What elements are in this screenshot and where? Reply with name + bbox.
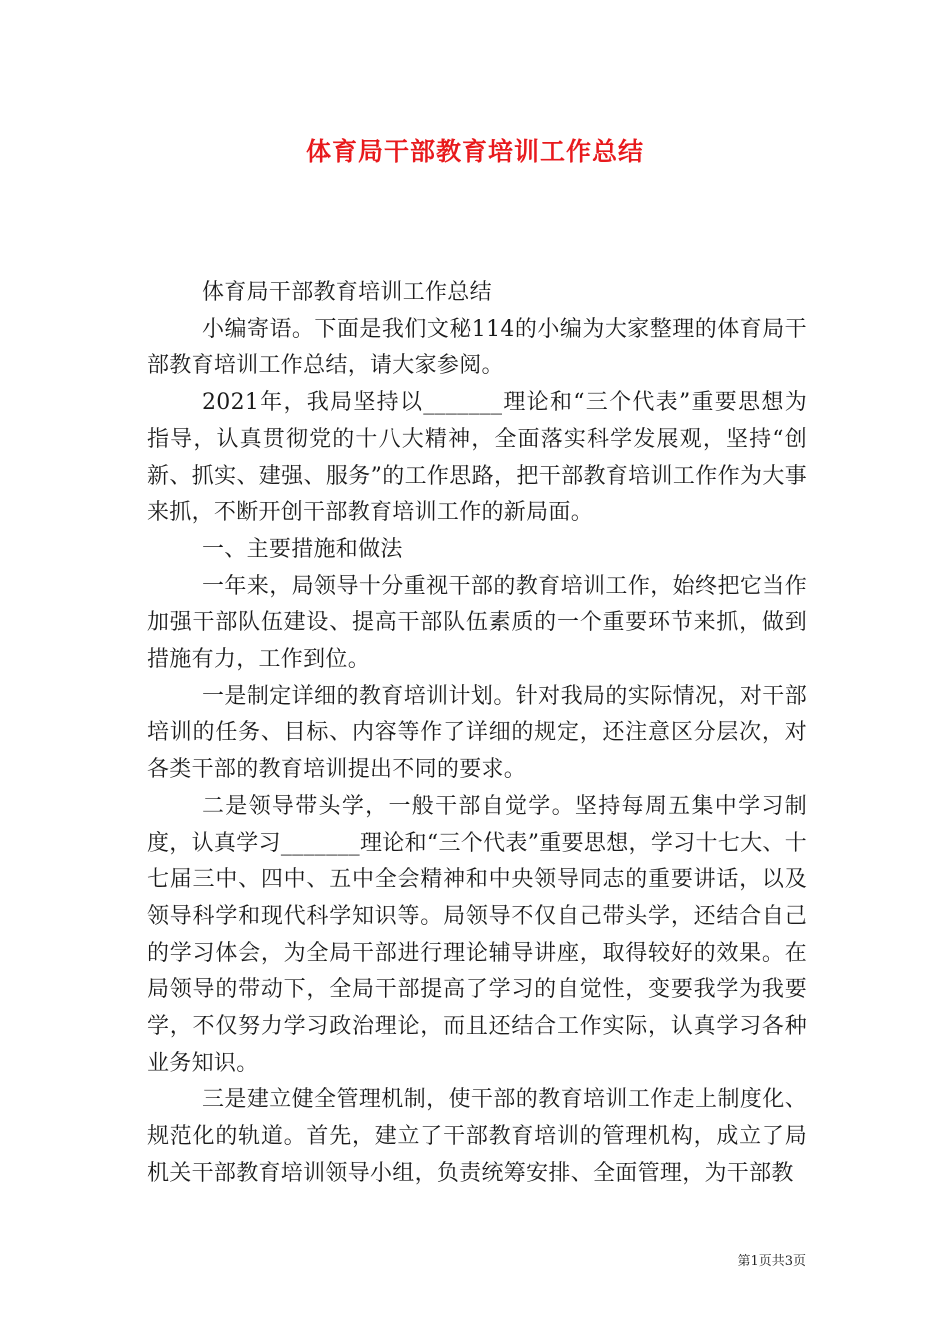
document-body: [147, 275, 807, 1193]
page-number: 第1页共3页: [737, 1254, 806, 1269]
paragraph-measures: 一年来，局领导十分重视干部的教育培训工作，始终把它当作加强干部队伍建设、提高干部队伍素质的一个重要环节来抓，做到措施有力，工作到位。: [147, 573, 807, 673]
paragraph-intro: 小编寄语。下面是我们文秘114的小编为大家整理的体育局干部教育培训工作总结，请大家参阅。: [147, 316, 807, 379]
page-title: 体育局干部教育培训工作总结: [305, 137, 644, 166]
paragraph-study: 二是领导带头学，一般干部自觉学。坚持每周五集中学习制度，认真学习_______理论和“三个代表”重要思想，学习十七大、十七届三中、四中、五中全会精神和中央领导同志的重要讲话，以及领导科学和现代科学知识等。局领导不仅自己带头学，还结合自己的学习体会，为全局干部进行理论辅导讲座，取得较好的效果。在局领导的带动下，全局干部提高了学习的自觉性，变要我学为我要学，不仅努力学习政治理论，而且还结合工作实际，认真学习各种业务知识。: [147, 793, 807, 1076]
paragraph-heading: 体育局干部教育培训工作总结: [202, 280, 492, 305]
paragraph-plan: 一是制定详细的教育培训计划。针对我局的实际情况，对干部培训的任务、目标、内容等作了详细的规定，还注意区分层次，对各类干部的教育培训提出不同的要求。: [147, 683, 807, 783]
paragraph-overview: 2021年，我局坚持以_______理论和“三个代表”重要思想为指导，认真贯彻党的十八大精神，全面落实科学发展观，坚持“创新、抓实、建强、服务”的工作思路，把干部教育培训工作作为大事来抓，不断开创干部教育培训工作的新局面。: [147, 390, 807, 526]
section-heading: 一、主要措施和做法: [202, 536, 403, 562]
paragraph-mechanism: 三是建立健全管理机制，使干部的教育培训工作走上制度化、规范化的轨道。首先，建立了干部教育培训的管理机构，成立了局机关干部教育培训领导小组，负责统筹安排、全面管理，为干部教: [147, 1087, 807, 1186]
